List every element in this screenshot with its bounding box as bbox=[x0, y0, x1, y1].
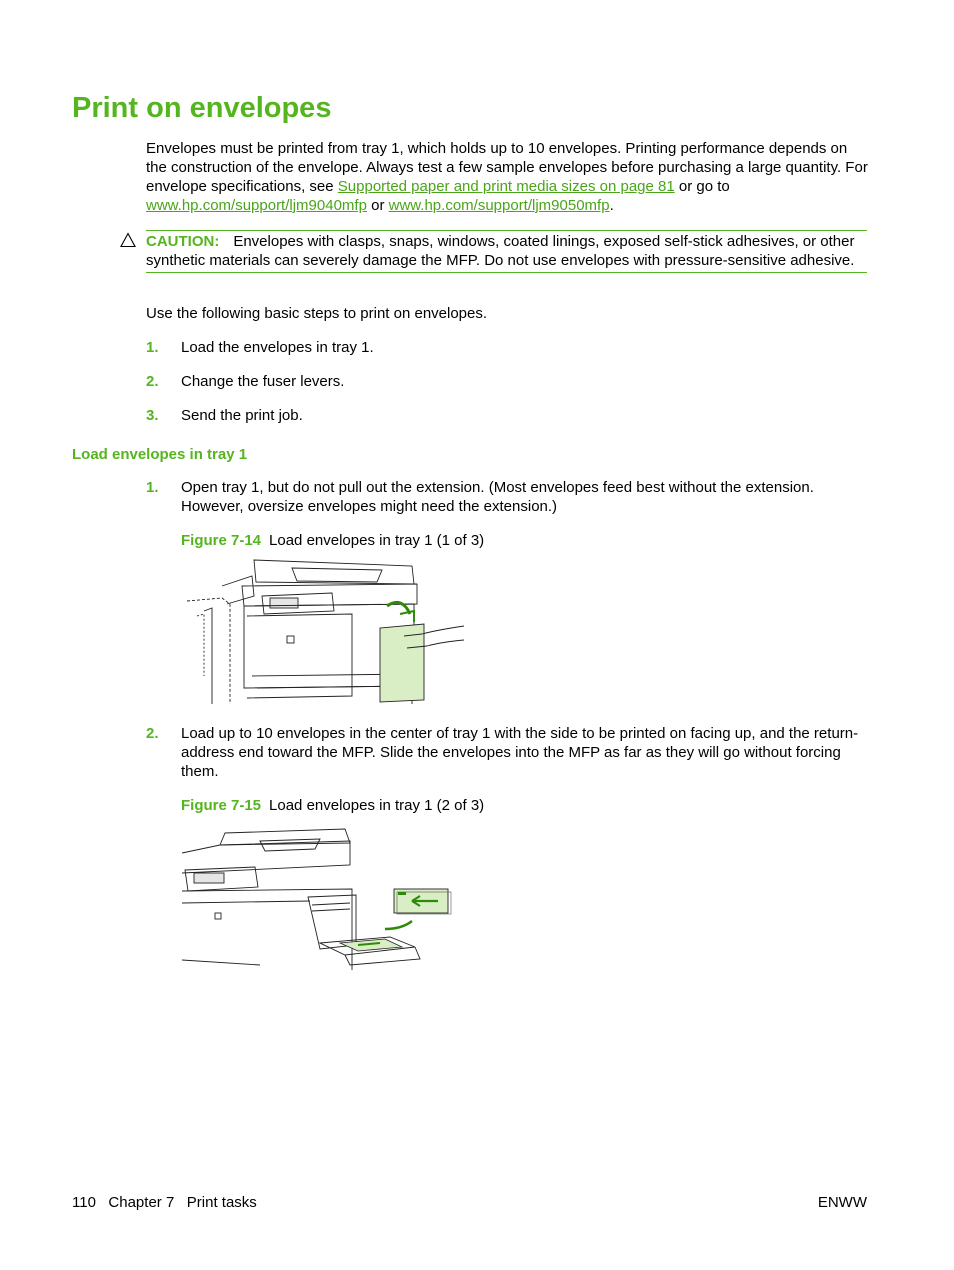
footer-left-text: 110 Chapter 7 Print tasks bbox=[72, 1194, 257, 1211]
caution-icon bbox=[120, 232, 136, 248]
ljm9050mfp-link[interactable]: www.hp.com/support/ljm9050mfp bbox=[388, 197, 610, 214]
footer-page-info bbox=[72, 1193, 257, 1212]
figure-caption-2 bbox=[181, 796, 484, 815]
figure-number: Figure 7-14 bbox=[181, 532, 262, 549]
figure-caption-1 bbox=[181, 531, 484, 550]
footer-doc-code: ENWW bbox=[817, 1194, 867, 1211]
intro-text-3: or bbox=[366, 197, 389, 214]
caution-text: Envelopes with clasps, snaps, windows, coated linings, exposed self-stick adhesives, or other synthetic materials can severely damage the MFP. Do not use envelopes with pressure-sensitive adhesive. bbox=[146, 233, 855, 269]
envelope-loading-illustration bbox=[180, 825, 455, 973]
step-number: 1. bbox=[146, 479, 159, 496]
step-number: 3. bbox=[146, 407, 159, 424]
figure-caption-text: Load envelopes in tray 1 (2 of 3) bbox=[269, 797, 485, 814]
paper-sizes-link[interactable]: Supported paper and print media sizes on page 81 bbox=[337, 178, 675, 195]
intro-text-1: Envelopes must be printed from tray 1, which holds up to 10 envelopes. Printing performance depends on the construction of the envelope. Always test a few sample envelopes before purchasing a large quantity. For envelope specifications, see bbox=[146, 140, 868, 195]
step-number: 1. bbox=[146, 339, 159, 356]
figure-number: Figure 7-15 bbox=[181, 797, 262, 814]
figure-caption-text: Load envelopes in tray 1 (1 of 3) bbox=[269, 532, 485, 549]
intro-text-4: . bbox=[609, 197, 614, 214]
step-text: Change the fuser levers. bbox=[181, 373, 345, 390]
step-text: Send the print job. bbox=[181, 407, 303, 424]
caution-box bbox=[146, 230, 867, 273]
step-number: 2. bbox=[146, 725, 159, 742]
intro-text-2: or go to bbox=[674, 178, 730, 195]
ljm9040mfp-link[interactable]: www.hp.com/support/ljm9040mfp bbox=[146, 197, 367, 214]
step-text: Load the envelopes in tray 1. bbox=[181, 339, 374, 356]
caution-label: CAUTION: bbox=[146, 233, 220, 250]
section-heading: Load envelopes in tray 1 bbox=[72, 446, 248, 463]
intro-paragraph bbox=[146, 139, 870, 215]
step-text: Load up to 10 envelopes in the center of tray 1 with the side to be printed on facing up, and the return-address end toward the MFP. Slide the envelopes into the MFP as far as they will go without forcing them. bbox=[181, 725, 859, 780]
printer-tray-open-illustration bbox=[182, 556, 467, 706]
page-title: Print on envelopes bbox=[72, 92, 332, 124]
step-number: 2. bbox=[146, 373, 159, 390]
step-text: Open tray 1, but do not pull out the extension. (Most envelopes feed best without the extension. However, oversize envelopes might need the extension.) bbox=[181, 479, 814, 515]
steps-intro: Use the following basic steps to print on envelopes. bbox=[146, 305, 488, 322]
